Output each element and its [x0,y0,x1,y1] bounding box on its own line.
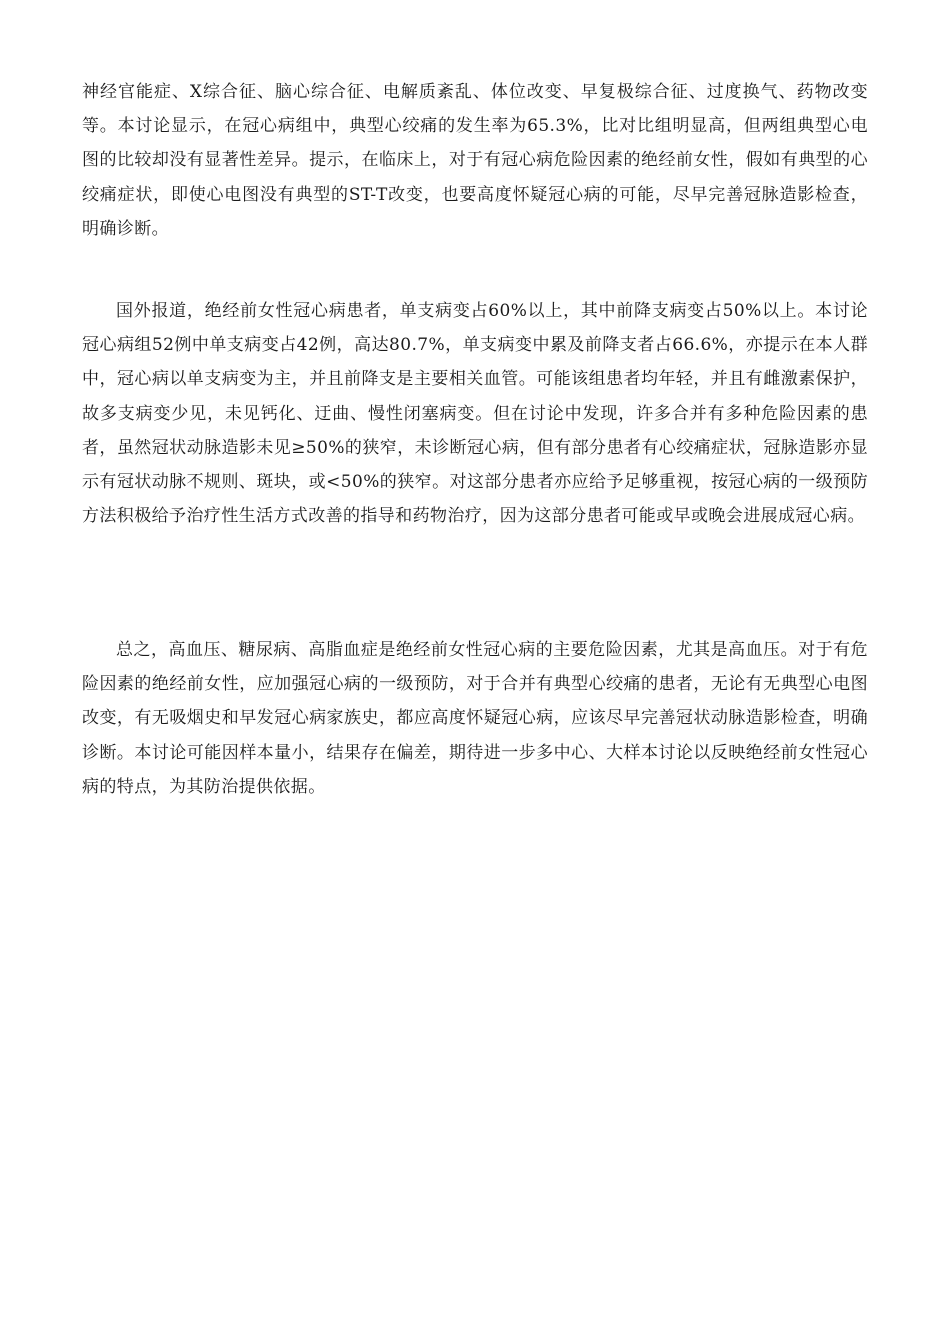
paragraph-single-vessel-disease: 国外报道，绝经前女性冠心病患者，单支病变占60%以上，其中前降支病变占50%以上。本讨论冠心病组52例中单支病变占42例，高达80.7%，单支病变中累及前降支者占66.6%，亦提示在本人群中，冠心病以单支病变为主，并且前降支是主要相关血管。可能该组患者均年轻，并且有雌激素保护，故多支病变少见，未见钙化、迂曲、慢性闭塞病变。但在讨论中发现，许多合并有多种危险因素的患者，虽然冠状动脉造影未见≥50%的狭窄，未诊断冠心病，但有部分患者有心绞痛症状，冠脉造影亦显示有冠状动脉不规则、斑块，或<50%的狭窄。对这部分患者亦应给予足够重视，按冠心病的一级预防方法积极给予治疗性生活方式改善的指导和药物治疗，因为这部分患者可能或早或晚会进展成冠心病。 [82,301,868,527]
paragraph-continuation: 神经官能症、X综合征、脑心综合征、电解质紊乱、体位改变、早复极综合征、过度换气、药物改变等。本讨论显示，在冠心病组中，典型心绞痛的发生率为65.3%，比对比组明显高，但两组典型心电图的比较却没有显著性差异。提示，在临床上，对于有冠心病危险因素的绝经前女性，假如有典型的心绞痛症状，即使心电图没有典型的ST-T改变，也要高度怀疑冠心病的可能，尽早完善冠脉造影检查，明确诊断。 [82,82,868,239]
paragraph-conclusion: 总之，高血压、糖尿病、高脂血症是绝经前女性冠心病的主要危险因素，尤其是高血压。对于有危险因素的绝经前女性，应加强冠心病的一级预防，对于合并有典型心绞痛的患者，无论有无典型心电图改变，有无吸烟史和早发冠心病家族史，都应高度怀疑冠心病，应该尽早完善冠状动脉造影检查，明确诊断。本讨论可能因样本量小，结果存在偏差，期待进一步多中心、大样本讨论以反映绝经前女性冠心病的特点，为其防治提供依据。 [82,640,868,797]
